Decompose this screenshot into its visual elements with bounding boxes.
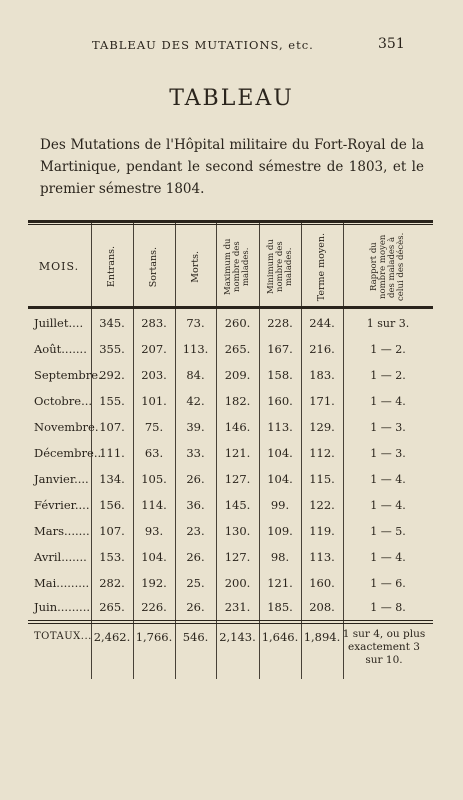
cell-rapport: 1 sur 3. [366, 317, 410, 330]
cell-entrans: 107. [99, 524, 125, 538]
cell-maximum: 130. [224, 524, 251, 538]
page-title: TABLEAU [169, 86, 294, 111]
cell-minimum: 185. [267, 600, 293, 614]
cell-terme-moyen: 1,894. [303, 630, 341, 644]
cell-minimum: 99. [270, 498, 290, 512]
table-row [28, 544, 433, 571]
table-row [28, 388, 433, 415]
cell-morts: 84. [186, 368, 205, 382]
cell-mois: Septembre. [34, 368, 102, 382]
cell-entrans: 153. [99, 550, 125, 564]
table-top-rule-inner [28, 224, 433, 225]
header-morts: Morts. [189, 251, 201, 283]
table-row [28, 570, 433, 597]
cell-entrans: 345. [99, 316, 125, 330]
cell-rapport: 1 — 4. [370, 473, 406, 486]
cell-mois: Avril....... [34, 550, 87, 564]
cell-maximum: 260. [224, 316, 251, 330]
cell-sortans: 1,766. [135, 630, 173, 644]
cell-sortans: 105. [141, 472, 167, 486]
cell-terme-moyen: 113. [309, 550, 335, 564]
cell-mois: Mai......... [34, 576, 90, 590]
cell-minimum: 104. [267, 446, 293, 460]
cell-maximum: 209. [224, 368, 251, 382]
table-top-rule [28, 220, 433, 223]
cell-sortans: 283. [141, 316, 167, 330]
table-row [28, 336, 433, 363]
cell-entrans: 282. [99, 576, 125, 590]
running-head [0, 38, 463, 58]
cell-rapport: 1 sur 4, ou plus exactement 3 sur 10. [342, 628, 426, 666]
cell-mois: Juillet.... [34, 316, 84, 330]
cell-sortans: 114. [141, 498, 167, 512]
cell-mois: Décembre.. [34, 446, 102, 460]
cell-rapport: 1 — 5. [370, 525, 406, 538]
header-sortans: Sortans. [148, 246, 159, 288]
header-entrans: Entrans. [106, 246, 117, 288]
cell-mois: Février.... [34, 498, 90, 512]
cell-minimum: 167. [267, 342, 293, 356]
cell-morts: 39. [186, 420, 205, 434]
table-row [28, 440, 433, 467]
cell-minimum: 158. [267, 368, 293, 382]
mutations-table [28, 220, 433, 700]
cell-maximum: 127. [224, 550, 251, 564]
cell-sortans: 63. [144, 446, 164, 460]
cell-morts: 25. [186, 576, 205, 590]
header-terme-moyen: Terme moyen. [316, 232, 327, 302]
cell-sortans: 93. [144, 524, 164, 538]
cell-maximum: 200. [224, 576, 251, 590]
cell-minimum: 160. [267, 394, 293, 408]
header-minimum: Minimum du nombre des malades. [265, 239, 294, 295]
cell-entrans: 111. [99, 446, 125, 460]
cell-entrans: 134. [99, 472, 125, 486]
cell-terme-moyen: 183. [309, 368, 335, 382]
cell-rapport: 1 — 4. [370, 551, 406, 564]
cell-mois: Octobre... [34, 394, 93, 408]
cell-terme-moyen: 129. [309, 420, 335, 434]
cell-entrans: 292. [99, 368, 125, 382]
running-head-title: TABLEAU DES MUTATIONS, etc. [92, 38, 314, 52]
cell-sortans: 192. [141, 576, 167, 590]
cell-morts: 26. [186, 550, 205, 564]
cell-morts: 26. [186, 600, 205, 614]
cell-rapport: 1 — 3. [370, 447, 406, 460]
cell-terme-moyen: 216. [309, 342, 335, 356]
cell-maximum: 2,143. [219, 630, 256, 644]
cell-morts: 23. [186, 524, 205, 538]
header-mois: MOIS. [38, 260, 80, 273]
cell-sortans: 226. [141, 600, 167, 614]
cell-rapport: 1 — 3. [370, 421, 406, 434]
cell-morts: 36. [186, 498, 205, 512]
cell-maximum: 231. [224, 600, 251, 614]
cell-sortans: 104. [141, 550, 167, 564]
header-rapport: Rapport du nombre moyen des malades à celui des décès. [369, 232, 406, 302]
cell-entrans: 2,462. [93, 630, 131, 644]
cell-morts: 42. [186, 394, 205, 408]
table-row [28, 310, 433, 337]
table-row [28, 362, 433, 389]
cell-maximum: 265. [224, 342, 251, 356]
cell-morts: 73. [186, 316, 205, 330]
header-bottom-rule [28, 306, 433, 309]
cell-minimum: 228. [267, 316, 293, 330]
cell-maximum: 182. [224, 394, 251, 408]
cell-mois: Août....... [34, 342, 87, 356]
cell-rapport: 1 — 2. [370, 369, 406, 382]
cell-terme-moyen: 208. [309, 600, 335, 614]
cell-terme-moyen: 112. [309, 446, 335, 460]
cell-sortans: 203. [141, 368, 167, 382]
cell-terme-moyen: 244. [309, 316, 335, 330]
cell-rapport: 1 — 4. [370, 395, 406, 408]
cell-sortans: 101. [141, 394, 167, 408]
totals-row [28, 626, 433, 686]
cell-minimum: 98. [270, 550, 290, 564]
totals-top-rule-inner [28, 623, 433, 624]
cell-mois: Novembre. [34, 420, 99, 434]
cell-mois: TOTAUX... [34, 631, 92, 642]
cell-maximum: 146. [224, 420, 251, 434]
cell-maximum: 127. [224, 472, 251, 486]
cell-mois: Janvier.... [34, 472, 89, 486]
table-row [28, 518, 433, 545]
cell-minimum: 1,646. [261, 630, 299, 644]
header-maximum: Maximum du nombre des malades. [223, 238, 251, 296]
cell-minimum: 121. [267, 576, 293, 590]
cell-terme-moyen: 171. [309, 394, 335, 408]
cell-morts: 546. [182, 630, 209, 644]
cell-entrans: 155. [99, 394, 125, 408]
cell-entrans: 156. [99, 498, 125, 512]
cell-terme-moyen: 119. [309, 524, 335, 538]
cell-entrans: 107. [99, 420, 125, 434]
table-row [28, 492, 433, 519]
table-row [28, 594, 433, 621]
cell-rapport: 1 — 8. [370, 601, 406, 614]
cell-rapport: 1 — 4. [370, 499, 406, 512]
page-number: 351 [378, 36, 405, 52]
cell-terme-moyen: 160. [309, 576, 335, 590]
cell-sortans: 207. [141, 342, 167, 356]
cell-mois: Mars....... [34, 524, 90, 538]
cell-maximum: 121. [224, 446, 251, 460]
cell-morts: 113. [182, 342, 209, 356]
cell-minimum: 104. [267, 472, 293, 486]
cell-maximum: 145. [224, 498, 251, 512]
page-subtitle: Des Mutations de l'Hôpital militaire du Fort-Royal de la Martinique, pendant le second sémestre de 1803, et le premier sémestre 1804. [40, 137, 424, 197]
cell-morts: 26. [186, 472, 205, 486]
table-row [28, 466, 433, 493]
cell-entrans: 265. [99, 600, 125, 614]
cell-mois: Juin......... [34, 600, 91, 614]
cell-sortans: 75. [144, 420, 164, 434]
cell-morts: 33. [186, 446, 205, 460]
cell-rapport: 1 — 6. [370, 577, 406, 590]
cell-terme-moyen: 122. [309, 498, 335, 512]
cell-entrans: 355. [99, 342, 125, 356]
cell-minimum: 109. [267, 524, 293, 538]
cell-terme-moyen: 115. [309, 472, 335, 486]
table-row [28, 414, 433, 441]
cell-minimum: 113. [267, 420, 293, 434]
cell-rapport: 1 — 2. [370, 343, 406, 356]
